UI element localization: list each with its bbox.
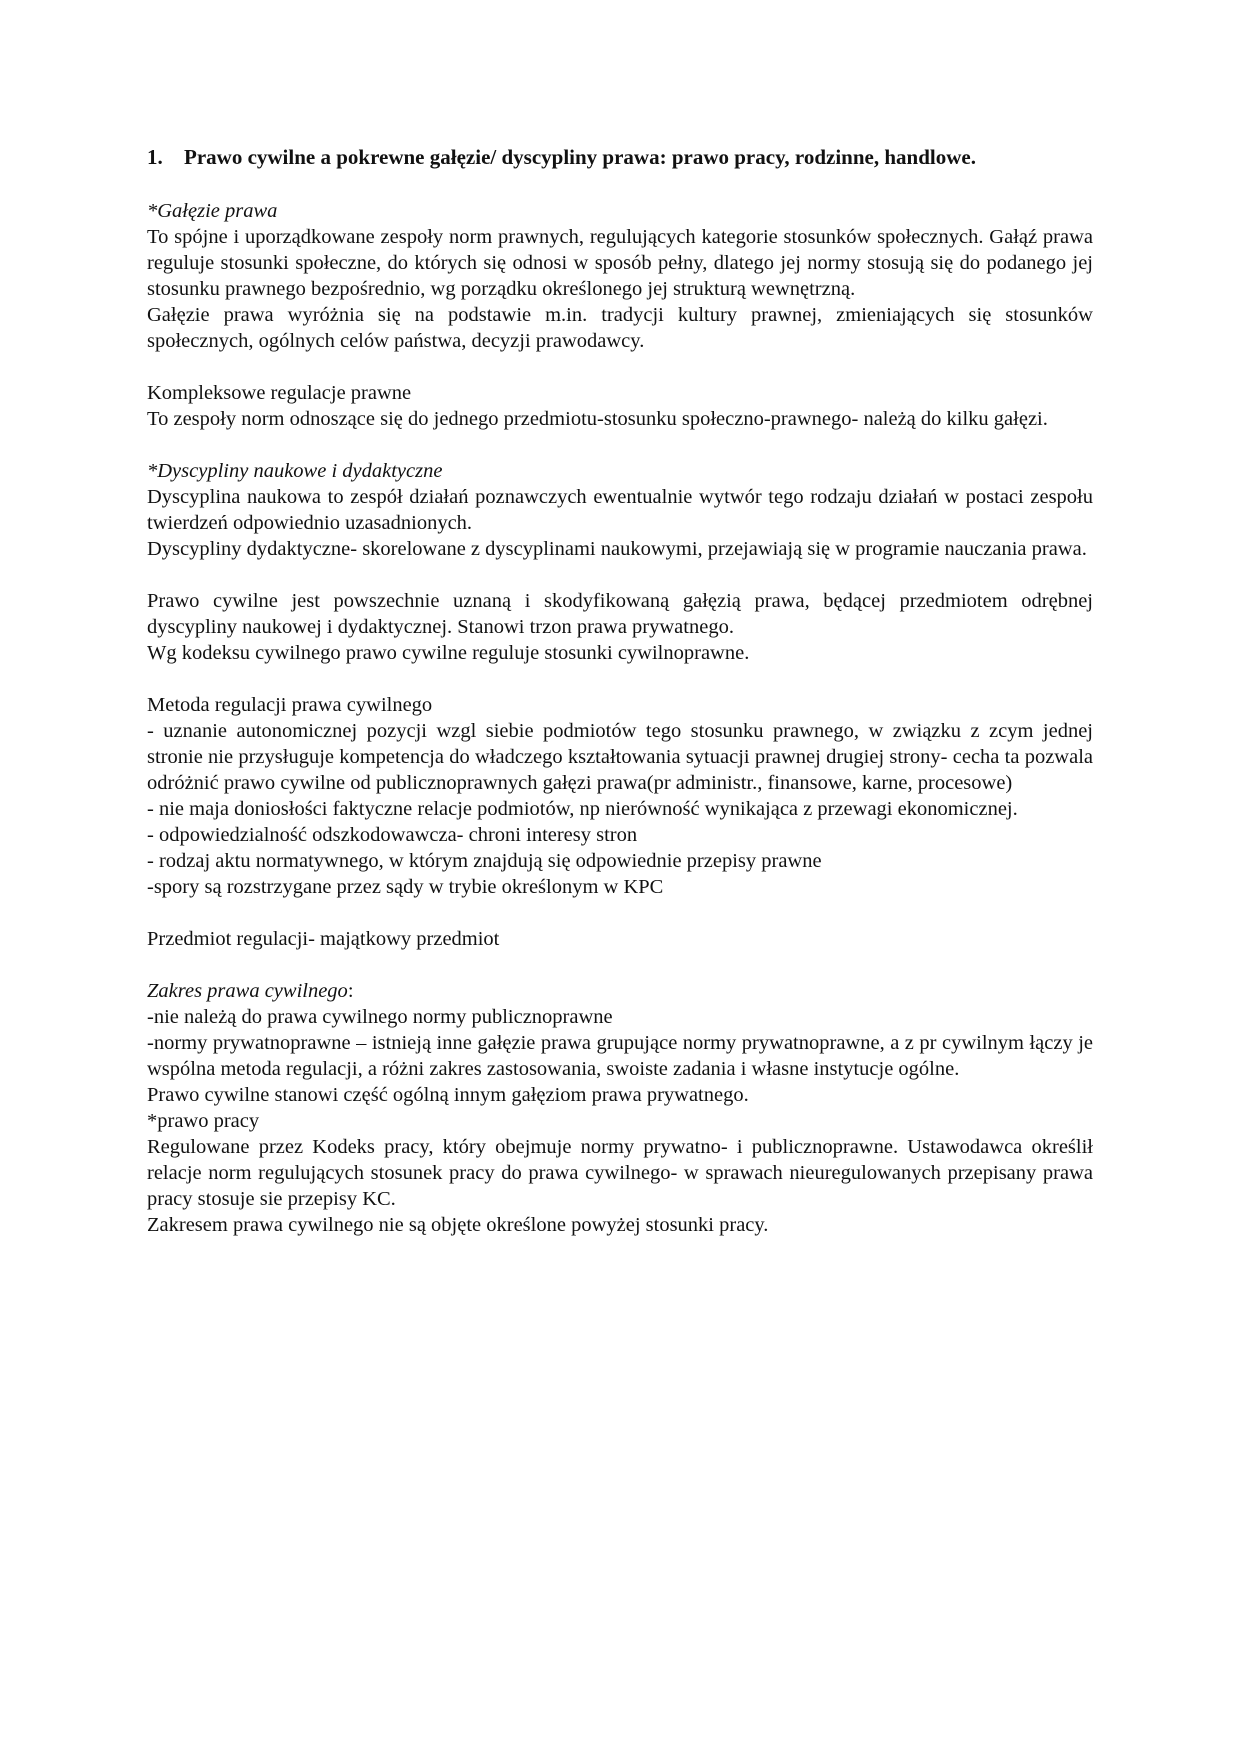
title-number: 1. xyxy=(147,145,163,169)
list-item: -nie należą do prawa cywilnego normy publicznoprawne xyxy=(147,1006,613,1028)
section-heading-galezie-prawa: *Gałęzie prawa xyxy=(147,200,278,222)
section-heading-kompleksowe-regulacje: Kompleksowe regulacje prawne xyxy=(147,382,412,404)
list-item: -spory są rozstrzygane przez sądy w trybie określonym w KPC xyxy=(147,876,664,898)
list-item: -normy prywatnoprawne – istnieją inne gałęzie prawa grupujące normy prywatnoprawne, a z pr cywilnym łączy je wspólna metoda regulacji, a różni zakres zastosowania, swoiste zadania i własne instytucje ogólne. xyxy=(147,1032,1093,1080)
paragraph: Gałęzie prawa wyróżnia się na podstawie m.in. tradycji kultury prawnej, zmieniających się stosunków społecznych, ogólnych celów państwa, decyzji prawodawcy. xyxy=(147,304,1093,352)
paragraph: Zakresem prawa cywilnego nie są objęte określone powyżej stosunki pracy. xyxy=(147,1214,769,1236)
list-item: - nie maja doniosłości faktyczne relacje podmiotów, np nierówność wynikająca z przewagi ekonomicznej. xyxy=(147,798,1018,820)
section-heading-dyscypliny: *Dyscypliny naukowe i dydaktyczne xyxy=(147,460,443,482)
paragraph: Prawo cywilne stanowi część ogólną innym gałęziom prawa prywatnego. xyxy=(147,1084,749,1106)
paragraph: Przedmiot regulacji- majątkowy przedmiot xyxy=(147,928,500,950)
subheading-prawo-pracy: *prawo pracy xyxy=(147,1110,260,1132)
section-heading-metoda-regulacji: Metoda regulacji prawa cywilnego xyxy=(147,694,433,716)
paragraph: Regulowane przez Kodeks pracy, który obejmuje normy prywatno- i publicznoprawne. Ustawodawca określił relacje norm regulujących stosunek pracy do prawa cywilnego- w sprawach nieuregulowanych przepisany prawa pracy stosuje sie przepisy KC. xyxy=(147,1136,1093,1210)
list-item: - uznanie autonomicznej pozycji wzgl siebie podmiotów tego stosunku prawnego, w związku z zcym jednej stronie nie przysługuje kompetencja do władczego kształtowania sytuacji prawnej drugiej strony- cecha ta pozwala odróżnić prawo cywilne od publicznoprawnych gałęzi prawa(pr administr., finansowe, karne, procesowe) xyxy=(147,720,1093,794)
paragraph: To zespoły norm odnoszące się do jednego przedmiotu-stosunku społeczno-prawnego- należą do kilku gałęzi. xyxy=(147,408,1048,430)
paragraph: Prawo cywilne jest powszechnie uznaną i skodyfikowaną gałęzią prawa, będącej przedmiotem odrębnej dyscypliny naukowej i dydaktycznej. Stanowi trzon prawa prywatnego. xyxy=(147,590,1093,638)
paragraph: Dyscyplina naukowa to zespół działań poznawczych ewentualnie wytwór tego rodzaju działań w postaci zespołu twierdzeń odpowiednio uzasadnionych. xyxy=(147,486,1093,534)
paragraph: To spójne i uporządkowane zespoły norm prawnych, regulujących kategorie stosunków społecznych. Gałąź prawa reguluje stosunki społeczne, do których się odnosi w sposób pełny, dlatego jej normy stosują się do podanego jej stosunku prawnego bezpośrednio, wg porządku określonego jej strukturą wewnętrzną. xyxy=(147,226,1093,300)
section-heading-zakres xyxy=(147,978,1093,1004)
document-page xyxy=(147,144,1093,1238)
list-item: - rodzaj aktu normatywnego, w którym znajdują się odpowiednie przepisy prawne xyxy=(147,850,822,872)
paragraph: Dyscypliny dydaktyczne- skorelowane z dyscyplinami naukowymi, przejawiają się w programie nauczania prawa. xyxy=(147,538,1087,560)
title-text: Prawo cywilne a pokrewne gałęzie/ dyscypliny prawa: prawo pracy, rodzinne, handlowe. xyxy=(184,145,976,169)
paragraph: Wg kodeksu cywilnego prawo cywilne reguluje stosunki cywilnoprawne. xyxy=(147,642,750,664)
section-heading-zakres-text: Zakres prawa cywilnego xyxy=(147,980,348,1002)
heading-colon: : xyxy=(347,980,354,1002)
list-item: - odpowiedzialność odszkodowawcza- chroni interesy stron xyxy=(147,824,638,846)
document-title xyxy=(147,144,1093,171)
